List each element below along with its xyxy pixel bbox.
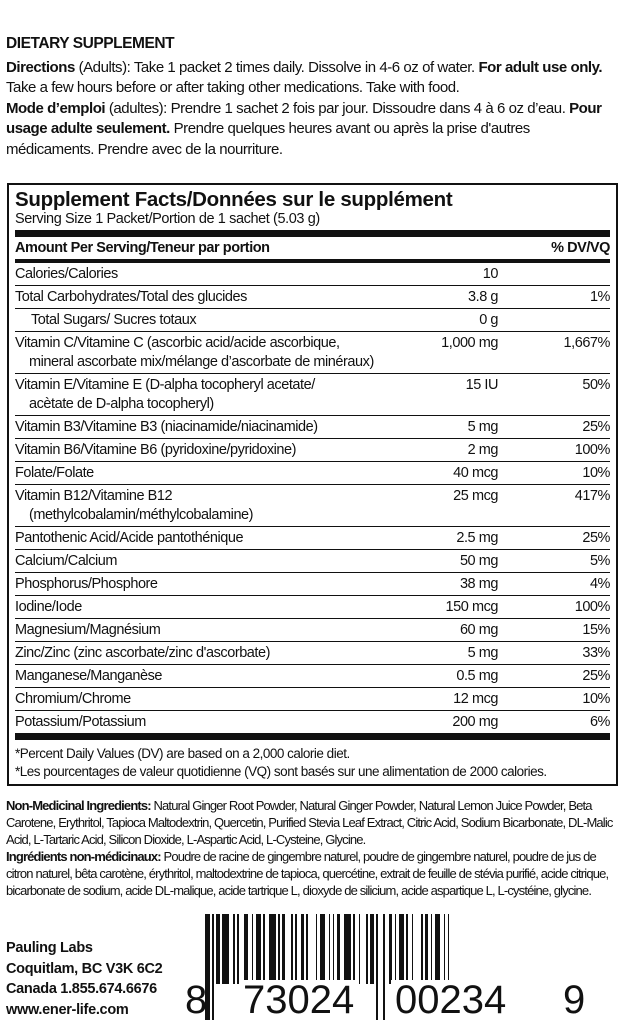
nutrient-name-line: Magnesium/Magnésium	[15, 622, 161, 638]
nutrient-name-line: Total Carbohydrates/Total des glucides	[15, 289, 247, 305]
directions-section	[6, 34, 618, 160]
nutrient-name-line: Folate/Folate	[15, 465, 94, 481]
barcode	[185, 914, 585, 1020]
nutrient-name	[15, 598, 384, 617]
nutrient-dv: 10%	[582, 691, 610, 707]
barcode-bar	[263, 914, 265, 984]
barcode-bar	[353, 914, 355, 984]
nutrient-row	[15, 550, 610, 573]
barcode-bar	[291, 914, 293, 984]
barcode-bar	[389, 914, 392, 984]
nutrient-name	[15, 311, 384, 330]
barcode-bar	[216, 914, 219, 984]
nutrient-row	[15, 619, 610, 642]
amount-header: Amount Per Serving/Teneur par portion	[15, 240, 270, 256]
barcode-bar	[431, 914, 433, 984]
nutrient-name-line: Vitamin C/Vitamine C (ascorbic acid/acide ascorbique,	[15, 335, 340, 351]
nutrient-name-line: Zinc/Zinc (zinc ascorbate/zinc d'ascorbate)	[15, 645, 270, 661]
nutrient-name	[15, 487, 384, 525]
nutrient-dv: 25%	[582, 668, 610, 684]
nutrient-name-line2: mineral ascorbate mix/mélange d’ascorbate de minéraux)	[29, 354, 374, 370]
nutrient-amount: 200 mg	[452, 714, 498, 730]
barcode-bar	[295, 914, 297, 984]
ingredients-text: Natural Ginger Root Powder, Natural Ginger Powder, Natural Lemon Juice Powder, Beta Carotene, Erythritol, Tapioca Maltodextrin, Quercetin, Purified Stevia Leaf Extract, Citric Acid, Sodium Bicarbonate, DL-Malic Acid, L-Tartaric Acid, Silicon Dioxide, L-Aspartic Acid, L-Cysteine, Glycine.	[6, 798, 613, 847]
nutrient-name-line: Calcium/Calcium	[15, 553, 118, 569]
nutrient-row	[15, 439, 610, 462]
nutrient-dv	[504, 311, 610, 330]
nutrient-dv: 100%	[574, 599, 610, 615]
directions-text-rest-fr: Prendre quelques heures avant ou après la prise d'autres médicaments. Prendre avec de la nourriture.	[6, 120, 530, 158]
nutrient-name	[15, 644, 384, 663]
nutrient-name	[15, 575, 384, 594]
barcode-bar	[333, 914, 335, 984]
nutrient-dv: 100%	[574, 442, 610, 458]
nutrient-name-line: Vitamin E/Vitamine E (D-alpha tocopheryl acetate/	[15, 377, 315, 393]
nutrient-dv: 25%	[582, 419, 610, 435]
nutrient-name-line: Potassium/Potassium	[15, 714, 146, 730]
nutrient-name-line2: (methylcobalamin/méthylcobalamine)	[29, 507, 254, 523]
company-name: Pauling Labs	[6, 940, 93, 956]
nutrient-row	[15, 711, 610, 740]
footnotes	[15, 745, 610, 780]
barcode-bar	[376, 914, 378, 1020]
nutrient-name	[15, 418, 384, 437]
adult-warning: For adult use only.	[478, 58, 603, 76]
directions-text-fr: (adultes): Prendre 1 sachet 2 fois par jour. Dissoudre dans 4 à 6 oz d’eau.	[105, 99, 570, 117]
nutrient-name-line: Vitamin B6/Vitamine B6 (pyridoxine/pyridoxine)	[15, 442, 296, 458]
manufacturer-info	[6, 938, 162, 1020]
ingredients-section	[6, 797, 618, 899]
nutrient-name	[15, 529, 384, 548]
nutrient-amount: 10	[482, 266, 498, 282]
nutrient-row	[15, 332, 610, 374]
barcode-bar	[212, 914, 214, 1020]
barcode-bar	[316, 914, 318, 984]
nutrient-dv: 1,667%	[563, 335, 610, 351]
nutrient-name	[15, 376, 384, 414]
barcode-bar	[320, 914, 325, 984]
ingredients-label-fr: Ingrédients non-médicinaux:	[6, 849, 161, 864]
nutrient-row	[15, 309, 610, 332]
barcode-bar	[366, 914, 368, 984]
ingredients-fr	[6, 848, 618, 899]
nutrient-name	[15, 464, 384, 483]
barcode-digit-last: 9	[563, 978, 586, 1022]
nutrient-row	[15, 485, 610, 527]
barcode-bar	[269, 914, 276, 984]
nutrient-amount: 40 mcg	[453, 465, 498, 481]
barcode-bar	[237, 914, 239, 984]
nutrient-name-line: Total Sugars/ Sucres totaux	[31, 312, 197, 328]
nutrient-name-line: Calories/Calories	[15, 266, 118, 282]
nutrient-name	[15, 334, 384, 372]
nutrient-row	[15, 527, 610, 550]
nutrient-name-line: Pantothenic Acid/Acide pantothénique	[15, 530, 244, 546]
nutrient-amount: 15 IU	[465, 377, 498, 393]
product-type-heading: DIETARY SUPPLEMENT	[6, 35, 175, 52]
nutrient-name	[15, 667, 384, 686]
barcode-bar	[244, 914, 247, 984]
nutrient-amount: 38 mg	[459, 576, 498, 592]
barcode-bar	[306, 914, 308, 984]
nutrient-dv	[504, 265, 610, 284]
nutrient-row	[15, 374, 610, 416]
barcode-bar	[233, 914, 235, 984]
nutrient-dv: 5%	[589, 553, 610, 569]
company-website[interactable]: www.ener-life.com	[6, 1001, 129, 1018]
footnote-fr: *Les pourcentages de valeur quotidienne (VQ) sont basés sur une alimentation de 2000 calories.	[15, 763, 547, 779]
nutrient-amount: 2 mg	[467, 442, 498, 458]
barcode-bar	[406, 914, 408, 984]
nutrient-name	[15, 713, 384, 732]
nutrient-name	[15, 441, 384, 460]
nutrient-row	[15, 286, 610, 309]
nutrient-row	[15, 573, 610, 596]
nutrient-name-line: Manganese/Manganèse	[15, 668, 163, 684]
barcode-bar	[412, 914, 414, 984]
nutrient-name	[15, 621, 384, 640]
nutrient-dv: 10%	[582, 465, 610, 481]
nutrient-dv: 6%	[589, 714, 610, 730]
nutrient-name-line: Phosphorus/Phosphore	[15, 576, 158, 592]
nutrient-name-line: Iodine/Iode	[15, 599, 82, 615]
barcode-digit-first: 8	[185, 978, 208, 1022]
barcode-bar	[301, 914, 304, 984]
company-phone: Canada 1.855.674.6676	[6, 981, 157, 997]
nutrient-row	[15, 665, 610, 688]
serving-size: Serving Size 1 Packet/Portion de 1 sachet (5.03 g)	[15, 211, 610, 237]
nutrient-name	[15, 265, 384, 284]
directions-fr	[6, 99, 618, 161]
nutrient-name	[15, 552, 384, 571]
barcode-digits-right: 00234	[391, 980, 510, 1020]
barcode-bar	[421, 914, 423, 984]
barcode-bar	[337, 914, 340, 984]
supplement-facts-panel	[7, 183, 618, 786]
barcode-bar	[329, 914, 331, 984]
nutrient-name-line2: acètate de D-alpha tocopheryl)	[29, 396, 214, 412]
dv-header: % DV/VQ	[551, 240, 610, 256]
nutrient-amount: 25 mcg	[453, 488, 498, 504]
nutrient-row	[15, 462, 610, 485]
nutrient-name-line: Vitamin B12/Vitamine B12	[15, 488, 173, 504]
barcode-bar	[282, 914, 285, 984]
nutrient-name-line: Chromium/Chrome	[15, 691, 131, 707]
barcode-bar	[359, 914, 361, 984]
ingredients-label: Non-Medicinal Ingredients:	[6, 798, 151, 813]
barcode-bar	[222, 914, 229, 984]
nutrient-amount: 1,000 mg	[441, 335, 498, 351]
company-address: Coquitlam, BC V3K 6C2	[6, 960, 163, 977]
barcode-bar	[395, 914, 397, 984]
directions-label: Directions	[6, 58, 75, 76]
nutrient-row	[15, 416, 610, 439]
nutrient-name	[15, 288, 384, 307]
nutrient-row	[15, 688, 610, 711]
nutrient-row	[15, 596, 610, 619]
footnote-en: *Percent Daily Values (DV) are based on a 2,000 calorie diet.	[15, 746, 350, 761]
directions-en	[6, 58, 618, 99]
directions-text-rest: Take a few hours before or after taking other medications. Take with food.	[6, 79, 460, 96]
barcode-bar	[256, 914, 261, 984]
barcode-bar	[448, 914, 450, 984]
nutrient-amount: 0.5 mg	[456, 668, 498, 684]
nutrient-dv: 50%	[582, 377, 610, 393]
directions-label-fr: Mode d’emploi	[6, 99, 106, 117]
adult-warning-fr: Pour usage adulte seulement.	[6, 99, 602, 137]
nutrient-row	[15, 642, 610, 665]
nutrient-name	[15, 690, 384, 709]
nutrient-amount: 12 mcg	[453, 691, 498, 707]
nutrient-dv: 15%	[582, 622, 610, 638]
barcode-bar	[444, 914, 446, 984]
nutrient-amount: 150 mcg	[445, 599, 498, 615]
ingredients-en	[6, 797, 618, 848]
nutrient-row	[15, 263, 610, 286]
facts-header-row	[15, 237, 610, 263]
nutrient-dv: 1%	[589, 289, 610, 305]
nutrient-dv: 4%	[589, 576, 610, 592]
barcode-bar	[435, 914, 440, 984]
nutrient-amount: 50 mg	[459, 553, 498, 569]
barcode-bar	[383, 914, 385, 1020]
barcode-digits-left: 73024	[239, 980, 358, 1020]
nutrient-amount: 5 mg	[467, 419, 498, 435]
nutrient-amount: 2.5 mg	[456, 530, 498, 546]
barcode-bar	[252, 914, 254, 984]
nutrient-amount: 60 mg	[459, 622, 498, 638]
barcode-bar	[344, 914, 351, 984]
nutrient-dv: 33%	[582, 645, 610, 661]
nutrient-dv: 25%	[582, 530, 610, 546]
nutrient-amount: 0 g	[479, 312, 498, 328]
facts-title: Supplement Facts/Données sur le supplément	[15, 188, 453, 211]
nutrient-amount: 3.8 g	[468, 289, 498, 305]
nutrient-name-line: Vitamin B3/Vitamine B3 (niacinamide/niacinamide)	[15, 419, 318, 435]
barcode-bar	[399, 914, 404, 984]
directions-text: (Adults): Take 1 packet 2 times daily. Dissolve in 4-6 oz of water.	[74, 58, 479, 76]
barcode-bar	[425, 914, 428, 984]
barcode-bar	[370, 914, 373, 984]
ingredients-text-fr: Poudre de racine de gingembre naturel, poudre de gingembre naturel, poudre de jus de citron naturel, bêta carotène, érythritol, maltodextrine de tapioca, quercétine, extrait de feuille de stévia purifié, acide citrique, bicarbonate de sodium, acide DL-malique, acide tartrique L, dioxyde de silicium, acide aspartique L, L-cystéine, glycine.	[6, 849, 609, 898]
barcode-bar	[278, 914, 280, 984]
nutrient-dv: 417%	[574, 488, 610, 504]
nutrient-amount: 5 mg	[467, 645, 498, 661]
